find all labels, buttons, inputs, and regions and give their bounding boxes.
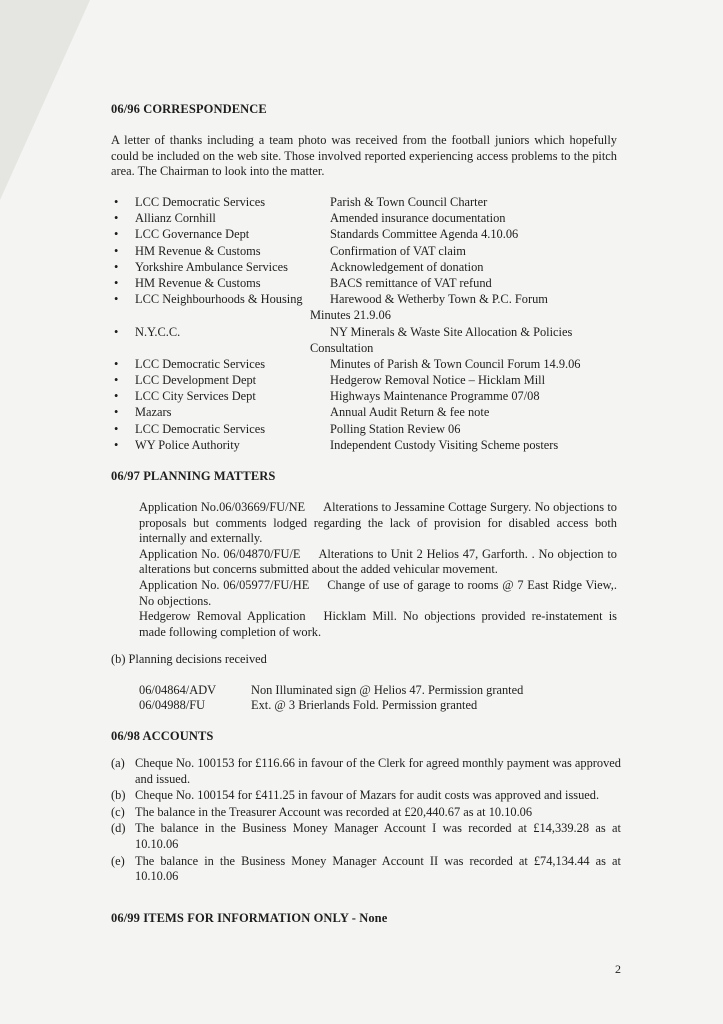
- application-ref: Application No. 06/04870/FU/E: [139, 546, 301, 561]
- list-item: [0, 325, 723, 341]
- correspondence-subject-continuation: Consultation: [310, 340, 374, 355]
- correspondence-subject: BACS remittance of VAT refund: [330, 275, 492, 290]
- item-label: (a): [111, 756, 125, 770]
- correspondence-subject-continuation: Minutes 21.9.06: [310, 308, 391, 323]
- planning-application: [139, 578, 617, 609]
- list-item-continuation: [0, 341, 723, 357]
- correspondence-from: Mazars: [135, 405, 172, 420]
- item-text: The balance in the Business Money Manager Account II was recorded at £74,134.44 as at 10.10.06: [135, 853, 621, 884]
- item-label: (b): [111, 788, 126, 803]
- list-item: [0, 260, 723, 276]
- application-ref: Application No. 06/05977/FU/HE: [139, 577, 310, 592]
- correspondence-subject: Parish & Town Council Charter: [330, 195, 488, 209]
- correspondence-from: LCC Democratic Services: [135, 356, 266, 371]
- bullet-icon: •: [114, 437, 119, 452]
- planning-heading: 06/97 PLANNING MATTERS: [111, 469, 276, 483]
- list-item: [0, 357, 723, 373]
- bullet-icon: •: [114, 356, 119, 371]
- list-item: [0, 244, 723, 260]
- list-item: [0, 422, 723, 438]
- application-ref: Application No.06/03669/FU/NE: [139, 500, 306, 514]
- bullet-icon: •: [114, 421, 119, 436]
- correspondence-from: HM Revenue & Customs: [135, 243, 261, 258]
- bullet-icon: •: [114, 243, 119, 258]
- correspondence-from: LCC Democratic Services: [135, 195, 266, 209]
- list-item: [0, 292, 723, 308]
- correspondence-from: LCC City Services Dept: [135, 389, 256, 404]
- planning-application: [139, 609, 617, 640]
- page-shadow: [0, 0, 90, 200]
- item-label: (c): [111, 804, 125, 819]
- planning-decision: [139, 698, 477, 713]
- correspondence-subject: NY Minerals & Waste Site Allocation & Policies: [330, 324, 573, 339]
- correspondence-subject: Harewood & Wetherby Town & P.C. Forum: [330, 292, 548, 307]
- list-item: [0, 276, 723, 292]
- list-item: [0, 405, 723, 421]
- planning-decision: [139, 683, 523, 698]
- bullet-icon: •: [114, 275, 119, 290]
- decision-ref: 06/04864/ADV: [139, 683, 217, 697]
- correspondence-subject: Acknowledgement of donation: [330, 259, 484, 274]
- correspondence-from: LCC Neighbourhoods & Housing: [135, 292, 303, 307]
- decision-text: Ext. @ 3 Brierlands Fold. Permission granted: [251, 698, 478, 712]
- correspondence-subject: Confirmation of VAT claim: [330, 243, 466, 258]
- decision-ref: 06/04988/FU: [139, 698, 206, 712]
- application-text: Alterations to Unit 2 Helios 47, Garforth. . No objection to alterations but concerns submitted about the added vehicular movement.: [139, 546, 617, 577]
- list-item: [0, 227, 723, 243]
- correspondence-list: [0, 195, 723, 454]
- list-item: [111, 788, 621, 804]
- bullet-icon: •: [114, 389, 119, 404]
- list-item: [0, 195, 723, 211]
- decision-text: Non Illuminated sign @ Helios 47. Permission granted: [251, 683, 524, 697]
- correspondence-subject: Polling Station Review 06: [330, 421, 461, 436]
- correspondence-subject: Highways Maintenance Programme 07/08: [330, 389, 540, 404]
- application-ref: Hedgerow Removal Application: [139, 609, 306, 624]
- correspondence-subject: Minutes of Parish & Town Council Forum 14.9.06: [330, 356, 581, 371]
- planning-decisions-label: (b) Planning decisions received: [111, 652, 267, 666]
- accounts-heading: 06/98 ACCOUNTS: [111, 729, 214, 743]
- correspondence-subject: Annual Audit Return & fee note: [330, 405, 490, 420]
- correspondence-from: HM Revenue & Customs: [135, 275, 261, 290]
- list-item: [0, 438, 723, 454]
- bullet-icon: •: [114, 324, 119, 339]
- bullet-icon: •: [114, 211, 119, 226]
- information-heading: 06/99 ITEMS FOR INFORMATION ONLY - None: [111, 911, 388, 925]
- correspondence-subject: Amended insurance documentation: [330, 211, 506, 226]
- bullet-icon: •: [114, 405, 119, 420]
- list-item: [0, 373, 723, 389]
- list-item-continuation: [0, 308, 723, 324]
- correspondence-from: Allianz Cornhill: [135, 211, 216, 226]
- item-text: Cheque No. 100153 for £116.66 in favour of the Clerk for agreed monthly payment was approved and issued.: [135, 756, 621, 786]
- correspondence-paragraph: A letter of thanks including a team photo was received from the football juniors which hopefully could be included on the web site. Those involved reported experiencing access problems to the pitch area. The Chairman to look into the matter.: [111, 133, 617, 179]
- accounts-list: [111, 756, 621, 886]
- item-text: The balance in the Treasurer Account was recorded at £20,440.67 as at 10.10.06: [135, 804, 533, 819]
- bullet-icon: •: [114, 292, 119, 307]
- correspondence-subject: Hedgerow Removal Notice – Hicklam Mill: [330, 373, 546, 388]
- correspondence-heading: 06/96 CORRESPONDENCE: [111, 102, 267, 116]
- correspondence-from: Yorkshire Ambulance Services: [135, 259, 288, 274]
- list-item: [111, 821, 621, 852]
- correspondence-subject: Independent Custody Visiting Scheme posters: [330, 437, 559, 452]
- list-item: [111, 756, 621, 787]
- list-item: [0, 389, 723, 405]
- correspondence-subject: Standards Committee Agenda 4.10.06: [330, 227, 519, 242]
- planning-applications: [139, 500, 617, 640]
- item-text: Cheque No. 100154 for £411.25 in favour of Mazars for audit costs was approved and issued.: [135, 788, 600, 803]
- correspondence-from: LCC Governance Dept: [135, 227, 250, 242]
- list-item: [0, 211, 723, 227]
- correspondence-from: LCC Democratic Services: [135, 421, 266, 436]
- application-text: Alterations to Jessamine Cottage Surgery. No objections to proposals but comments lodged regarding the lack of provision for disabled access both internally and externally.: [139, 500, 618, 546]
- bullet-icon: •: [114, 259, 119, 274]
- bullet-icon: •: [114, 195, 119, 209]
- correspondence-from: LCC Development Dept: [135, 373, 257, 388]
- correspondence-from: N.Y.C.C.: [135, 324, 181, 339]
- item-text: The balance in the Business Money Manager Account I was recorded at £14,339.28 as at 10.10.06: [135, 821, 621, 851]
- application-text: Change of use of garage to rooms @ 7 East Ridge View,. No objections.: [139, 577, 617, 608]
- bullet-icon: •: [114, 227, 119, 242]
- planning-application: [139, 500, 617, 547]
- item-label: (d): [111, 821, 126, 836]
- application-text: Hicklam Mill. No objections provided re-instatement is made following completion of work.: [139, 609, 617, 639]
- page-number: 2: [615, 962, 621, 976]
- correspondence-from: WY Police Authority: [135, 437, 240, 452]
- list-item: [111, 854, 621, 885]
- list-item: [111, 805, 621, 821]
- planning-application: [139, 547, 617, 578]
- bullet-icon: •: [114, 373, 119, 388]
- item-label: (e): [111, 853, 125, 868]
